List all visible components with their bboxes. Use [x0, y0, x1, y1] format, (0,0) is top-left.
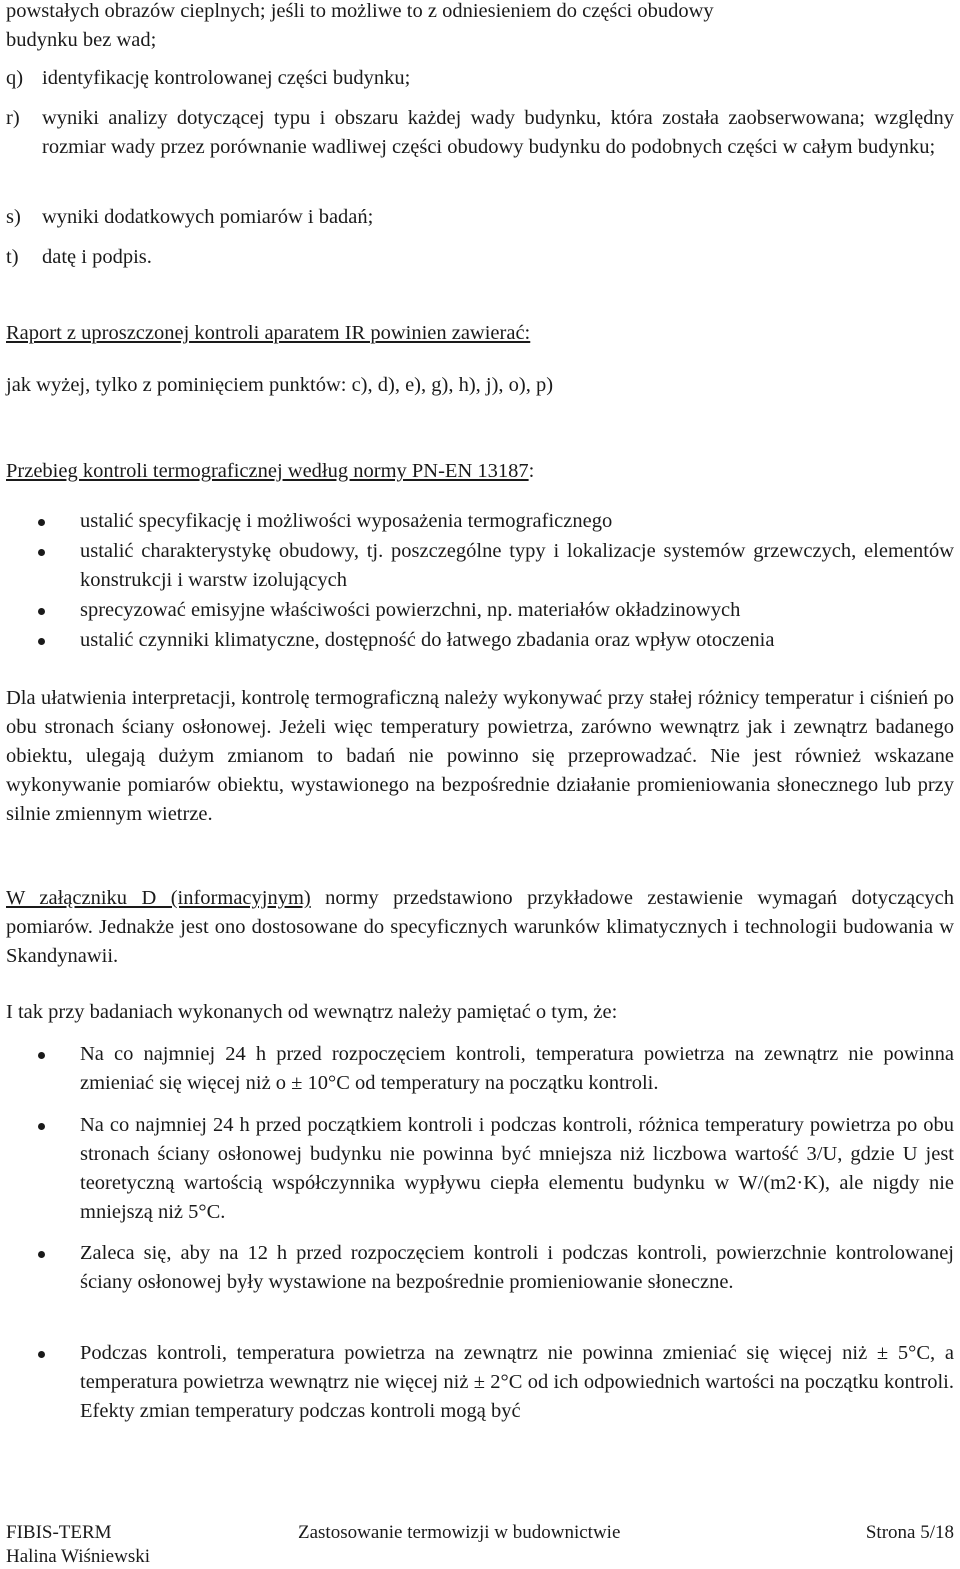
bullet-item	[6, 507, 954, 536]
bullet-dot-icon	[38, 1052, 45, 1059]
paragraph-ulatwienie: Dla ułatwienia interpretacji, kontrolę termograficzną należy wykonywać przy stałej różnicy temperatur i ciśnień po obu stronach ściany osłonowej. Jeżeli więc temperatury powietrza, zarówno wewnątrz jak i zewnątrz badanego obiektu, ulegają dużym zmianom to badań nie powinno się przeprowadzać. Nie jest również wskazane wykonywanie pomiarów obiektu, wystawionego na bezpośrednie działanie promieniowania słonecznego lub przy silnie zmiennym wietrze.	[6, 687, 954, 825]
document-page	[6, 0, 954, 1569]
section-heading-raport: Raport z uproszczonej kontroli aparatem IR powinien zawierać:	[6, 322, 531, 344]
bullet-dot-icon	[38, 519, 45, 526]
intro-line: powstałych obrazów cieplnych; jeśli to możliwe to z odniesieniem do części obudowy	[6, 0, 714, 22]
bullet-dot-icon	[38, 1123, 45, 1130]
requirement-item	[6, 1339, 954, 1426]
requirement-text: Na co najmniej 24 h przed rozpoczęciem kontroli, temperatura powietrza na zewnątrz nie powinna zmieniać się więcej niż o ± 10°C od temperatury na początku kontroli.	[80, 1043, 954, 1094]
list-text: wyniki dodatkowych pomiarów i badań;	[42, 206, 374, 228]
requirement-item	[6, 1040, 954, 1098]
requirement-text: Zaleca się, aby na 12 h przed rozpoczęciem kontroli i podczas kontroli, powierzchnie kontrolowanej ściany osłonowej były wystawione na bezpośrednie promieniowanie słoneczne.	[80, 1242, 954, 1293]
list-item-q	[6, 64, 954, 93]
intro-line: budynku bez wad;	[6, 29, 157, 51]
list-letter: r)	[6, 107, 20, 129]
raport-text: jak wyżej, tylko z pominięciem punktów: c), d), e), g), h), j), o), p)	[6, 374, 554, 396]
list-letter: s)	[6, 206, 21, 228]
paragraph-zalacznik	[6, 884, 954, 971]
list-item-s	[6, 203, 954, 232]
footer-page-number: Strona 5/18	[865, 1522, 954, 1543]
intro-wewnatrz: I tak przy badaniach wykonanych od wewnątrz należy pamiętać o tym, że:	[6, 1001, 618, 1023]
footer-org: FIBIS-TERM	[6, 1522, 112, 1543]
list-text: identyfikację kontrolowanej części budynku;	[42, 67, 411, 89]
bullet-dot-icon	[38, 638, 45, 645]
section-heading-przebieg: Przebieg kontroli termograficznej według normy PN-EN 13187:	[6, 460, 535, 482]
requirement-text: Na co najmniej 24 h przed początkiem kontroli i podczas kontroli, różnica temperatury powietrza po obu stronach ściany osłonowej budynku nie powinna być mniejsza niż liczbowa wartość 3/U, gdzie U jest teoretyczną wartością współczynnika wypływu ciepła elementu budynku w W/(m2·K), ale nigdy nie mniejszą niż 5°C.	[80, 1114, 954, 1223]
footer-author: Halina Wiśniewski	[6, 1546, 151, 1567]
bullet-text: sprecyzować emisyjne właściwości powierzchni, np. materiałów okładzinowych	[80, 599, 741, 621]
bullet-dot-icon	[38, 1251, 45, 1258]
list-item-r	[6, 104, 954, 162]
list-letter: t)	[6, 246, 19, 268]
list-letter: q)	[6, 67, 24, 89]
annex-text: normy przedstawiono przykładowe zestawienie wymagań dotyczących pomiarów. Jednakże jest ono dostosowane do specyficznych warunków klimatycznych i technologii budowania w Skandynawii.	[6, 887, 954, 967]
footer-title: Zastosowanie termowizji w budownictwie	[298, 1522, 621, 1543]
bullet-text: ustalić czynniki klimatyczne, dostępność do łatwego zbadania oraz wpływ otoczenia	[80, 629, 775, 651]
bullet-dot-icon	[38, 549, 45, 556]
bullet-item	[6, 626, 954, 655]
bullet-text: ustalić specyfikację i możliwości wyposażenia termograficznego	[80, 510, 613, 532]
requirement-text: Podczas kontroli, temperatura powietrza na zewnątrz nie powinna zmieniać się więcej niż ± 5°C, a temperatura powietrza wewnątrz nie więcej niż ± 2°C od ich odpowiednich wartości na początku kontroli. Efekty zmian temperatury podczas kontroli mogą być	[80, 1342, 954, 1422]
bullet-item	[6, 537, 954, 595]
heading-link: Przebieg kontroli termograficznej według normy PN-EN 13187	[6, 460, 529, 482]
list-item-t	[6, 243, 954, 272]
requirement-item	[6, 1239, 954, 1297]
bullet-dot-icon	[38, 1351, 45, 1358]
bullet-text: ustalić charakterystykę obudowy, tj. poszczególne typy i lokalizacje systemów grzewczych, elementów konstrukcji i warstw izolujących	[80, 540, 954, 591]
list-text: wyniki analizy dotyczącej typu i obszaru każdej wady budynku, która została zaobserwowana; względny rozmiar wady przez porównanie wadliwej części obudowy budynku do podobnych części w całym budynku;	[42, 107, 954, 158]
annex-link: W załączniku D (informacyjnym)	[6, 887, 311, 909]
bullet-dot-icon	[38, 608, 45, 615]
requirement-item	[6, 1111, 954, 1227]
list-text: datę i podpis.	[42, 246, 152, 268]
bullet-item	[6, 596, 954, 625]
